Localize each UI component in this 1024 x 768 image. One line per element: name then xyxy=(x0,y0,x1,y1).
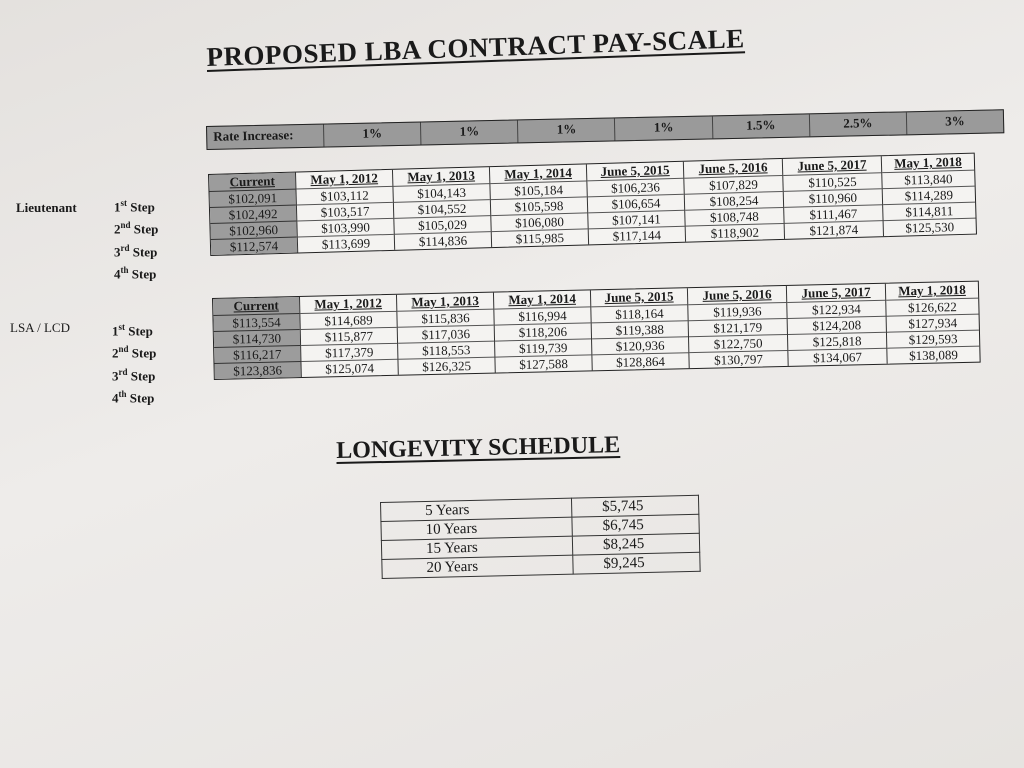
salary-cell: $121,179 xyxy=(689,318,787,336)
step-word: Step xyxy=(133,221,159,237)
salary-cell: $103,517 xyxy=(297,202,393,221)
salary-cell: $106,080 xyxy=(491,212,587,231)
salary-cell: $138,089 xyxy=(887,346,979,364)
step-ordinal: st xyxy=(120,198,127,208)
salary-cell: $130,797 xyxy=(689,350,787,368)
page-title: PROPOSED LBA CONTRACT PAY-SCALE xyxy=(206,23,746,72)
salary-cell: $105,184 xyxy=(490,180,586,199)
salary-cell: $125,530 xyxy=(884,218,976,237)
salary-cell: $108,748 xyxy=(685,207,783,226)
step-ordinal: nd xyxy=(118,344,129,355)
pay-column xyxy=(295,170,394,253)
column-header: May 1, 2013 xyxy=(407,167,476,185)
salary-cell: $120,936 xyxy=(592,336,688,354)
pay-column xyxy=(209,173,297,255)
column-header: June 5, 2017 xyxy=(801,284,871,301)
step-label xyxy=(112,340,156,362)
salary-cell: $124,208 xyxy=(788,316,886,334)
salary-cell: $108,254 xyxy=(685,191,783,210)
salary-cell: $107,141 xyxy=(588,210,684,229)
salary-cell: $117,144 xyxy=(589,226,685,245)
salary-cell: $111,467 xyxy=(784,204,882,223)
salary-cell: $112,574 xyxy=(211,237,297,255)
salary-cell: $121,874 xyxy=(785,220,883,239)
step-ordinal: st xyxy=(118,322,125,332)
salary-cell: $118,553 xyxy=(398,341,494,359)
salary-cell: $114,836 xyxy=(395,231,491,250)
column-header: May 1, 2014 xyxy=(504,164,573,182)
step-label xyxy=(112,363,156,385)
salary-cell: $125,818 xyxy=(788,332,886,350)
lsa-lcd-pay-table xyxy=(212,281,981,380)
salary-cell: $105,598 xyxy=(491,196,587,215)
rate-increase-cell: 1% xyxy=(420,120,518,144)
step-ordinal: th xyxy=(120,264,129,275)
salary-cell: $110,525 xyxy=(783,172,881,191)
salary-cell: $103,112 xyxy=(296,186,392,205)
step-ordinal: rd xyxy=(120,242,130,253)
lsa-lcd-step-labels xyxy=(112,318,156,407)
salary-cell: $128,864 xyxy=(592,352,688,370)
pay-column xyxy=(786,284,887,366)
step-number: 1 xyxy=(114,199,121,215)
longevity-years: 15 Years xyxy=(381,536,572,559)
salary-cell: $127,934 xyxy=(887,314,979,332)
salary-cell: $102,492 xyxy=(210,205,296,223)
column-header: Current xyxy=(233,297,279,314)
salary-cell: $129,593 xyxy=(887,330,979,348)
salary-cell: $126,325 xyxy=(398,357,494,375)
rate-increase-cell: 1% xyxy=(517,118,615,142)
step-label xyxy=(114,239,158,261)
step-number: 4 xyxy=(114,266,121,282)
pay-column xyxy=(590,288,689,370)
step-word: Step xyxy=(128,323,153,339)
salary-cell: $106,236 xyxy=(587,178,683,197)
salary-cell: $118,902 xyxy=(686,223,784,242)
pay-column xyxy=(392,167,491,250)
step-word: Step xyxy=(130,367,156,383)
salary-cell: $113,554 xyxy=(213,313,299,331)
salary-cell: $114,730 xyxy=(214,329,300,347)
salary-cell: $116,994 xyxy=(494,306,590,324)
salary-cell: $114,811 xyxy=(883,202,975,221)
salary-cell: $134,067 xyxy=(788,348,886,366)
lsa-lcd-label: LSA / LCD xyxy=(10,320,70,335)
salary-cell: $116,217 xyxy=(214,345,300,363)
step-label xyxy=(114,194,158,216)
pay-column xyxy=(683,159,784,242)
column-header: May 1, 2012 xyxy=(310,170,379,188)
salary-cell: $104,143 xyxy=(393,183,489,202)
pay-column xyxy=(881,154,976,237)
step-label xyxy=(112,385,156,407)
lieutenant-label: Lieutenant xyxy=(16,200,77,215)
column-header: June 5, 2016 xyxy=(698,159,768,177)
rate-increase-cell: 1% xyxy=(614,116,712,140)
lieutenant-pay-table xyxy=(208,153,977,256)
step-ordinal: nd xyxy=(120,220,131,231)
salary-cell: $115,877 xyxy=(301,327,397,345)
salary-cell: $119,936 xyxy=(688,302,786,320)
longevity-amount: $5,745 xyxy=(571,495,698,517)
rate-increase-cell: 1.5% xyxy=(711,114,809,138)
salary-cell: $104,552 xyxy=(394,199,490,218)
longevity-years: 5 Years xyxy=(381,498,572,521)
step-label xyxy=(114,216,158,238)
longevity-amount: $8,245 xyxy=(572,533,699,555)
step-word: Step xyxy=(129,390,155,406)
step-word: Step xyxy=(130,199,155,215)
salary-cell: $126,622 xyxy=(886,298,978,316)
step-word: Step xyxy=(132,243,158,259)
column-header: June 5, 2015 xyxy=(604,288,674,306)
salary-cell: $123,836 xyxy=(214,361,300,379)
longevity-title: LONGEVITY SCHEDULE xyxy=(336,432,621,464)
salary-cell: $103,990 xyxy=(297,218,393,237)
salary-cell: $127,588 xyxy=(495,354,591,372)
step-word: Step xyxy=(131,345,157,361)
step-label xyxy=(114,261,158,283)
salary-cell: $105,029 xyxy=(394,215,490,234)
pay-column xyxy=(213,297,301,379)
pay-column xyxy=(489,164,588,247)
step-word: Step xyxy=(131,266,157,282)
step-number: 2 xyxy=(114,221,121,237)
column-header: June 5, 2016 xyxy=(702,286,772,303)
salary-cell: $125,074 xyxy=(301,359,397,377)
salary-cell: $113,840 xyxy=(882,170,974,189)
rate-increase-cell: 2.5% xyxy=(809,112,907,136)
longevity-amount: $6,745 xyxy=(572,514,699,536)
salary-cell: $115,985 xyxy=(492,228,588,247)
salary-cell: $107,829 xyxy=(684,175,782,194)
pay-column xyxy=(782,156,883,239)
step-number: 4 xyxy=(112,390,119,406)
pay-column xyxy=(299,295,398,377)
longevity-amount: $9,245 xyxy=(573,552,700,574)
salary-cell: $117,036 xyxy=(398,325,494,343)
pay-column xyxy=(396,293,495,375)
pay-column xyxy=(586,162,685,245)
salary-cell: $102,960 xyxy=(210,221,296,239)
salary-cell: $114,289 xyxy=(883,186,975,205)
column-header: May 1, 2018 xyxy=(898,281,966,299)
rate-increase-label: Rate Increase: xyxy=(213,127,294,144)
column-header: Current xyxy=(229,173,276,190)
step-label xyxy=(112,318,156,340)
longevity-years: 10 Years xyxy=(381,517,572,540)
longevity-table xyxy=(380,495,701,579)
salary-cell: $122,934 xyxy=(787,300,885,318)
step-number: 1 xyxy=(112,323,119,339)
step-ordinal: rd xyxy=(118,366,128,377)
salary-cell: $114,689 xyxy=(300,311,396,329)
column-header: May 1, 2012 xyxy=(314,295,383,312)
salary-cell: $118,206 xyxy=(495,322,591,340)
pay-column xyxy=(885,282,980,364)
step-number: 3 xyxy=(114,243,121,259)
step-number: 2 xyxy=(112,345,119,361)
salary-cell: $113,699 xyxy=(298,234,394,253)
salary-cell: $117,379 xyxy=(301,343,397,361)
rate-increase-cell: 1% xyxy=(323,123,421,147)
column-header: May 1, 2014 xyxy=(508,290,577,308)
salary-cell: $110,960 xyxy=(784,188,882,207)
salary-cell: $115,836 xyxy=(397,309,493,327)
lieutenant-step-labels xyxy=(114,194,158,283)
column-header: May 1, 2018 xyxy=(893,153,962,171)
longevity-years: 20 Years xyxy=(382,555,573,578)
column-header: June 5, 2017 xyxy=(797,156,867,174)
column-header: May 1, 2013 xyxy=(411,292,480,310)
salary-cell: $102,091 xyxy=(209,189,295,207)
salary-cell: $118,164 xyxy=(591,304,687,322)
step-number: 3 xyxy=(112,367,119,383)
pay-column xyxy=(493,290,592,372)
salary-cell: $106,654 xyxy=(588,194,684,213)
pay-column xyxy=(687,286,788,368)
salary-cell: $122,750 xyxy=(689,334,787,352)
salary-cell: $119,739 xyxy=(495,338,591,356)
rate-increase-bar xyxy=(206,109,1004,150)
step-ordinal: th xyxy=(118,388,127,399)
column-header: June 5, 2015 xyxy=(600,162,670,180)
rate-increase-cell: 3% xyxy=(906,110,1004,134)
salary-cell: $119,388 xyxy=(592,320,688,338)
